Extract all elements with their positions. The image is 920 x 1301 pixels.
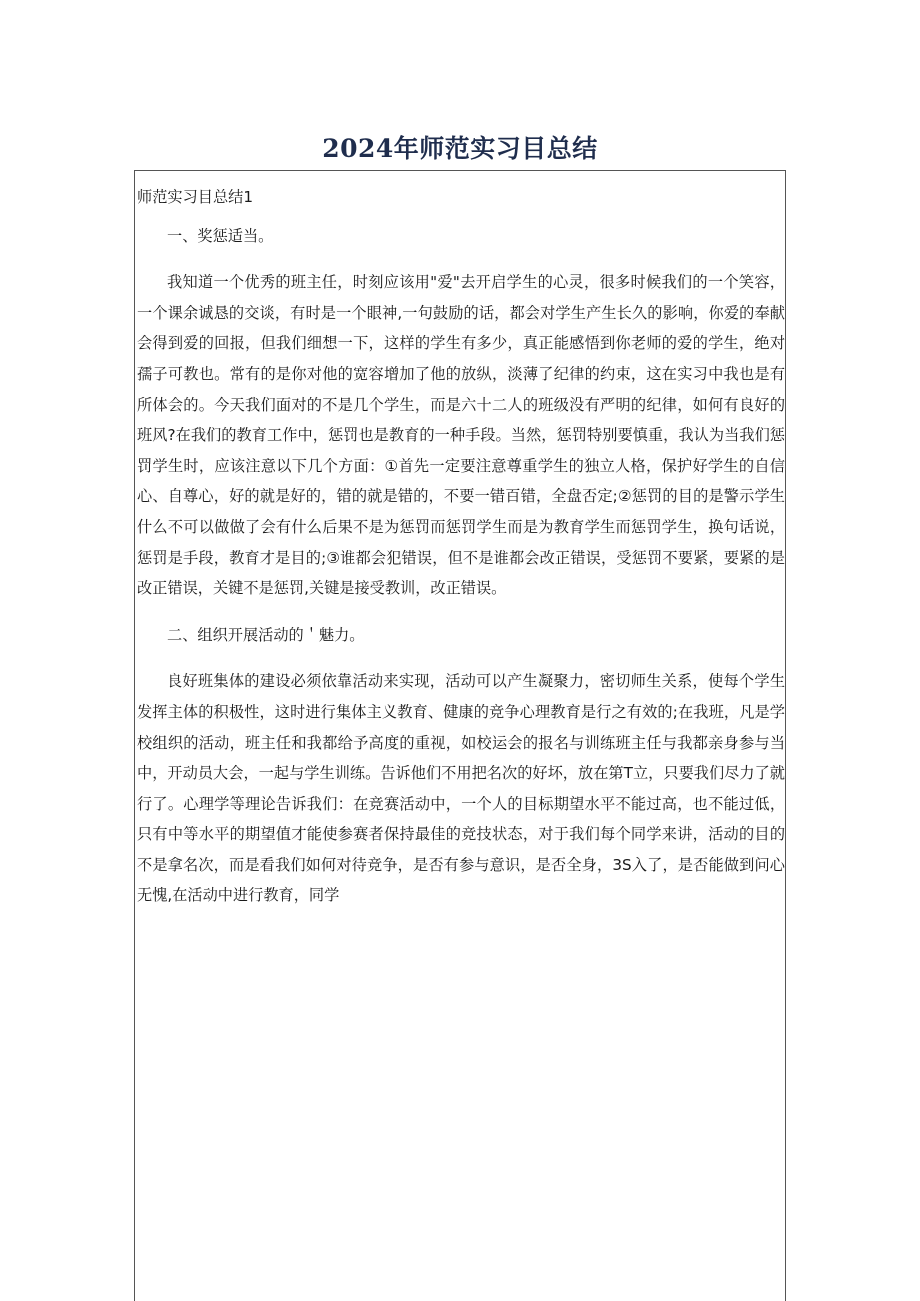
- document-body: [137, 182, 785, 927]
- section-heading-2: 二、组织开展活动的＇魅力。: [167, 625, 365, 644]
- section-paragraph-2: 良好班集体的建设必须依靠活动来实现，活动可以产生凝聚力，密切师生关系，使每个学生发挥主体的积极性，这时进行集体主义教育、健康的竞争心理教育是行之有效的;在我班，凡是学校组织的活动，班主任和我都给予高度的重视，如校运会的报名与训练班主任与我都亲身参与当中，开动员大会，一起与学生训练。告诉他们不用把名次的好坏，放在第T立，只要我们尽力了就行了。心理学等理论告诉我们：在竞赛活动中，一个人的目标期望水平不能过高，也不能过低，只有中等水平的期望值才能使参赛者保持最佳的竞技状态，对于我们每个同学来讲，活动的目的不是拿名次，而是看我们如何对待竞争，是否有参与意识，是否全身，3S入了，是否能做到问心无愧,在活动中进行教育，同学: [137, 672, 785, 905]
- document-title: 2024年师范实习目总结: [322, 133, 598, 163]
- section-paragraph-1: 我知道一个优秀的班主任，时刻应该用"爱"去开启学生的心灵，很多时候我们的一个笑容，一个课余诚恳的交谈，有时是一个眼神,一句鼓励的话，都会对学生产生长久的影响，你爱的奉献会得到爱的回报，但我们细想一下，这样的学生有多少，真正能感悟到你老师的爱的学生，绝对孺子可教也。常有的是你对他的宽容增加了他的放纵，淡薄了纪律的约束，这在实习中我也是有所体会的。今天我们面对的不是几个学生，而是六十二人的班级没有严明的纪律，如何有良好的班风?在我们的教育工作中，惩罚也是教育的一种手段。当然，惩罚特别要慎重，我认为当我们惩罚学生时，应该注意以下几个方面：①首先一定要注意尊重学生的独立人格，保护好学生的自信心、自尊心，好的就是好的，错的就是错的，不要一错百错，全盘否定;②惩罚的目的是警示学生什么不可以做做了会有什么后果不是为惩罚而惩罚学生而是为教育学生而惩罚学生，换句话说，惩罚是手段，教育才是目的;③谁都会犯错误，但不是谁都会改正错误，受惩罚不要紧，要紧的是改正错误，关键不是惩罚,关键是接受教训，改正错误。: [137, 273, 785, 598]
- subtitle: 师范实习目总结1: [137, 188, 253, 206]
- section-heading-1: 一、奖惩适当。: [167, 226, 274, 245]
